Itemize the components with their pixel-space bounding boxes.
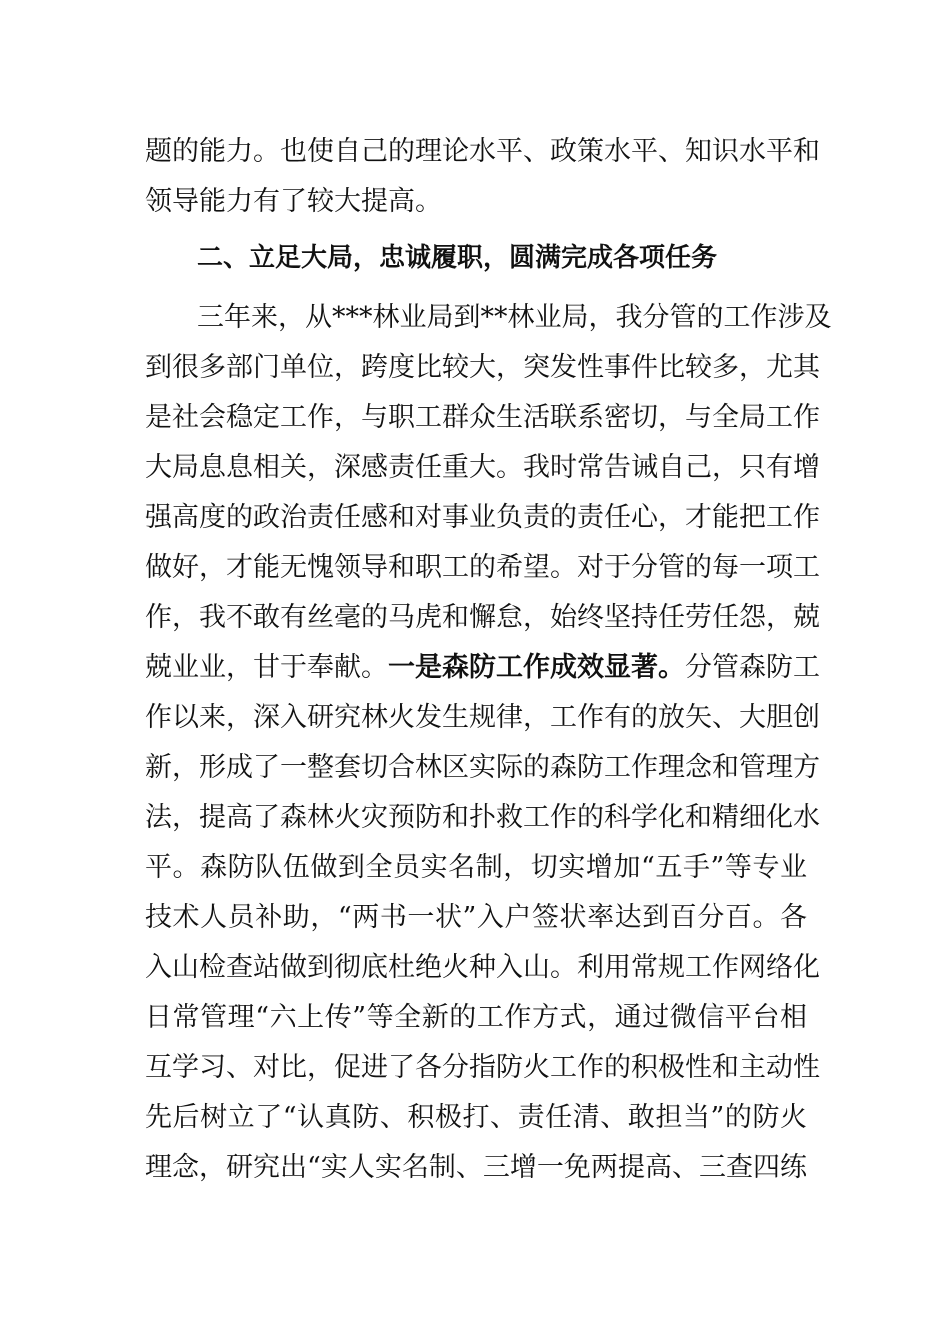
text-line: 大局息息相关，深感责任重大。我时常告诫自己，只有增 [145,452,820,483]
text-line: 技术人员补助，“两书一状”入户签状率达到百分百。各 [145,902,807,933]
section-heading: 二、立足大局，忠诚履职，圆满完成各项任务 [197,243,718,273]
text-line-mixed [145,648,820,688]
text-run: 兢业业，甘于奉献。 [145,652,388,683]
text-line: 领导能力有了较大提高。 [145,186,442,217]
text-line: 理念，研究出“实人实名制、三增一免两提高、三查四练 [145,1152,807,1183]
text-line: 作，我不敢有丝毫的马虎和懈怠，始终坚持任劳任怨，兢 [145,602,820,633]
text-line: 强高度的政治责任感和对事业负责的责任心，才能把工作 [145,502,820,533]
bold-subheading: 一是森防工作成效显著。 [388,652,685,683]
text-line: 题的能力。也使自己的理论水平、政策水平、知识水平和 [145,136,820,167]
text-line: 先后树立了“认真防、积极打、责任清、敢担当”的防火 [145,1102,807,1133]
text-line: 新，形成了一整套切合林区实际的森防工作理念和管理方 [145,752,820,783]
text-line: 三年来，从***林业局到**林业局，我分管的工作涉及 [197,302,832,333]
text-line: 法，提高了森林火灾预防和扑救工作的科学化和精细化水 [145,802,820,833]
text-line: 到很多部门单位，跨度比较大，突发性事件比较多，尤其 [145,352,820,383]
text-line: 平。森防队伍做到全员实名制，切实增加“五手”等专业 [145,852,807,883]
text-line: 做好，才能无愧领导和职工的希望。对于分管的每一项工 [145,552,820,583]
text-line: 互学习、对比，促进了各分指防火工作的积极性和主动性 [145,1052,820,1083]
text-line: 是社会稳定工作，与职工群众生活联系密切，与全局工作 [145,402,820,433]
text-line: 日常管理“六上传”等全新的工作方式，通过微信平台相 [145,1002,807,1033]
text-line: 入山检查站做到彻底杜绝火种入山。利用常规工作网络化 [145,952,820,983]
text-run: 分管森防工 [685,652,820,683]
text-line: 作以来，深入研究林火发生规律，工作有的放矢、大胆创 [145,702,820,733]
